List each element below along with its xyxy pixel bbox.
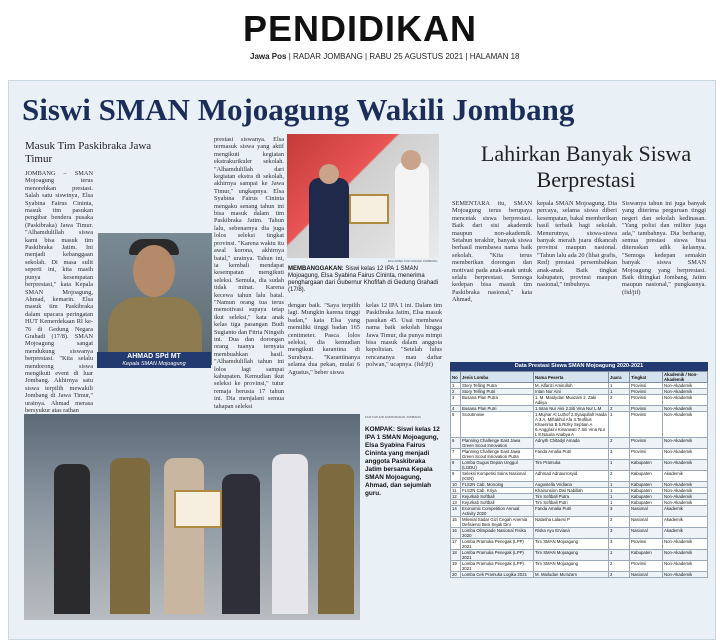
portrait-role: Kepala SMAN Mojoagung: [122, 361, 186, 367]
cell-juara: 3: [609, 506, 630, 517]
cell-peserta: Tim Softball Putra: [534, 494, 609, 500]
table-row: [451, 438, 708, 449]
cell-juara: 2: [609, 572, 630, 578]
cell-kategori: Non-Akademik: [663, 460, 708, 471]
cell-lomba: Busana Plan Putra: [461, 395, 534, 406]
cell-no: 13: [451, 500, 461, 506]
cell-peserta: 1.Mujnar Al Luthof 2.Syaiqullah Haida A 3.A. Miftakhul Afa 4.Teofilus Khaerima B 5.Rizky Septian A 6.Anggraini Kinanwati 7.Siti Vina Nur L 8.Nauria Anabya A: [535, 412, 607, 437]
cell-kategori: Akademik: [663, 528, 708, 539]
cell-juara: 2: [609, 517, 630, 528]
cell-no: 10: [451, 482, 461, 488]
portrait-face: [133, 245, 175, 297]
photo-certificate: [349, 194, 389, 224]
cell-no: 8: [451, 460, 461, 471]
cell-lomba: Scoutmovie: [461, 412, 534, 438]
cell-tingkat: Nasional: [630, 506, 663, 517]
cell-kategori: Non-Akademik: [663, 383, 708, 389]
cell-kategori: Non-Akademik: [663, 488, 708, 494]
sidebar-column-3: Siswanya tahun ini juga banyak yang diterima perguruan tinggi negeri dan sekolah kedinasan. "Yang polisi dan militer juga ada," tambahnya. Dia berharap, semua prestasi siswa bisa diteruskan adik kelasnya. "Semoga kedepan semakin banyak siswa SMAN Mojoagung yang berprestasi. Baik ditingkat Jombang, Jatim maupun nasional," pungkasnya. (fid/jif): [622, 200, 706, 296]
cell-juara: 1: [609, 550, 630, 561]
cell-kategori: Akademik: [663, 517, 708, 528]
cell-kategori: Non-Akademik: [663, 406, 708, 412]
photo-person-4: [222, 474, 260, 614]
cell-lomba: Lomba Pramuka Penegak (LPP) 2021: [461, 539, 534, 550]
edition-name: RADAR JOMBANG: [293, 52, 363, 61]
cell-tingkat: Provinsi: [630, 561, 663, 572]
edition-date: RABU 25 AGUSTUS 2021: [369, 52, 464, 61]
award-photo-caption: MEMBANGGAKAN: Siswi kelas 12 IPA 1 SMAN Mojoagung, Elsa Syabina Fairus Cininta, menerima penghargaan dari Gubernur Khofifah di Gedung Grahadi (17/8).: [288, 266, 439, 293]
cell-lomba: Seleksi Kompetisi Sains Nasional (KSN): [461, 471, 534, 482]
article-column-2: prestasi siswanya. Elsa termasuk siswa yang aktif mengikuti kegiatan ekstrakurikuler sekolah. "Alhamdulillah dari kegiatan ekstra di sekolah, akhirnya sampai ke Jawa Timur," ungkapnya. Elsa Syabina Fairus Cininta mengaku senang tahun ini bisa masuk dalam tim Paskibraka Jatim. Tahun lalu, sebenarnya dia juga lolos seleksi tingkat provinsi. "Karena waktu itu awal korona, akhirnya batal," urainya. Tahun ini, ia kembali mendapat kesempatan mengikuti seleksi. Semula, dia sudah tidak minat. Karena kecewa tahun lalu batal. "Namun orang tua terus memotivasi supaya tetap ikut seleksi," kata anak kelas tiga pasangan Budi Sugianto dan Fitria Ningsih ini. Dua dan dorongan orang tuanya ternyata membuahkan hasil. "Alhamdulillah tahun ini lolos lagi sampai kabupaten. Kemudian ikut seleksi ke provinsi," tutur remaja berusia 17 tahun ini. Dia menjalani semua tahapan seleksi: [214, 136, 284, 410]
cell-lomba: Lomba Cek Pramuka Logika 2021: [461, 572, 534, 578]
cell-juara: 3: [609, 539, 630, 550]
col-header-no: No: [451, 372, 461, 383]
cell-kategori: Non-Akademik: [663, 572, 708, 578]
cell-lomba: Economic Competition Annual Activity 2020: [461, 506, 534, 517]
photo-person-5: [272, 454, 308, 614]
cell-tingkat: Provinsi: [630, 383, 663, 389]
cell-kategori: Akademik: [663, 506, 708, 517]
cell-no: 15: [451, 517, 461, 528]
cell-tingkat: Nasional: [630, 528, 663, 539]
table-row: [451, 449, 708, 460]
cell-peserta: 1. M. Maulydan Muazam 2. Zaki Adiiya: [534, 395, 609, 406]
cell-no: 18: [451, 550, 461, 561]
cell-lomba: Busana Plan Putri: [461, 406, 534, 412]
cell-tingkat: Provinsi: [630, 395, 663, 406]
photo-head-student: [401, 150, 421, 170]
cell-juara: 2: [609, 471, 630, 482]
cell-kategori: Akademik: [663, 471, 708, 482]
cell-peserta: Riska Ayu Erviana: [534, 528, 609, 539]
cell-tingkat: Nasional: [630, 572, 663, 578]
portrait-caption: [97, 352, 211, 368]
cell-juara: 2: [609, 561, 630, 572]
col-header-lomba: Jenis Lomba: [461, 372, 534, 383]
table-row: [451, 488, 708, 494]
section-title: PENDIDIKAN: [242, 8, 477, 49]
cell-juara: 1: [609, 460, 630, 471]
cell-no: 6: [451, 438, 461, 449]
cell-kategori: Non-Akademik: [663, 482, 708, 488]
cell-juara: 1: [609, 500, 630, 506]
cell-peserta: Adhmad Adnaurrosyid: [534, 471, 609, 482]
cell-kategori: Non-Akademik: [663, 389, 708, 395]
table-row: [451, 572, 708, 578]
paper-name: Jawa Pos: [250, 52, 287, 61]
cell-peserta: Tim Pramuka: [534, 460, 609, 471]
cell-lomba: Lomba Olimpiade Nasional Fisika 2020: [461, 528, 534, 539]
cell-no: 12: [451, 494, 461, 500]
sidebar-headline: Lahirkan Banyak Siswa Berprestasi: [480, 141, 692, 192]
cell-no: 9: [451, 471, 461, 482]
cell-kategori: Non-Akademik: [663, 500, 708, 506]
col-header-juara: Juara: [609, 372, 630, 383]
cell-peserta: Fanda Amalia Putri: [534, 449, 609, 460]
cell-lomba: Lomba Pramuka Penegak (LPP) 2021: [461, 561, 534, 572]
photo-figure-governor: [309, 178, 349, 258]
achievement-table-title: Data Prestasi Siswa SMAN Mojoagung 2020-2021: [450, 362, 708, 371]
cell-no: 2: [451, 389, 461, 395]
photo-person-1: [54, 464, 90, 614]
cell-lomba: Lomba Pramuka Penegak (LPP) 2021: [461, 550, 534, 561]
cell-peserta: M. Mailudan Mu'azam: [534, 572, 609, 578]
table-row: [451, 506, 708, 517]
cell-tingkat: Provinsi: [630, 412, 663, 438]
cell-lomba: Planning Challenge East Jawa Green Scout Innovation Putra: [461, 449, 534, 460]
cell-lomba: Lomba Gugus Depan Unggul (LGDU): [461, 460, 534, 471]
table-header-row: [451, 372, 708, 383]
sidebar-column-2: kepala SMAN Mojoagung. Dia percaya, selama siswa diberi kesempatan, bakal memberikan hasil terbaik bagi sekolah. Menurutnya, siswa-siswa banyak meraih juara dikancah provinsi maupun nasional. "Tahun lalu ada 20 (lihat grafis, Red) prestasi persembahkan anak-anak. Baik tingkat kabupaten, provinsi maupun nasional," imbuhnya.: [537, 200, 617, 289]
cell-kategori: Non-Akademik: [663, 561, 708, 572]
table-row: [451, 550, 708, 561]
table-row: [451, 406, 708, 412]
cell-tingkat: Kabupaten: [630, 494, 663, 500]
cell-peserta: Tim SMAN Mojoagung: [534, 550, 609, 561]
portrait-name: AHMAD SPd MT: [127, 353, 181, 360]
table-row: [451, 561, 708, 572]
group-photo: [24, 414, 360, 620]
cell-juara: 3: [609, 449, 630, 460]
cell-kategori: Non-Akademik: [663, 550, 708, 561]
cell-kategori: Non-Akademik: [663, 438, 708, 449]
cell-peserta: Tim SMAN Mojoagung: [534, 539, 609, 550]
cell-peserta: Tim SMAN Mojoagung: [534, 561, 609, 572]
cell-no: 7: [451, 449, 461, 460]
article-headline: Siswi SMAN Mojoagung Wakili Jombang: [22, 92, 575, 127]
cell-peserta: Adnyth Chitadyl Amada: [534, 438, 609, 449]
group-photo-credit: FAIZ FATHUR ANDRI/RADAR JOMBANG: [365, 415, 421, 419]
cell-lomba: FLS2N Cab. Monolog: [461, 482, 534, 488]
cell-kategori: Non-Akademik: [663, 494, 708, 500]
cell-no: 16: [451, 528, 461, 539]
table-row: [451, 528, 708, 539]
cell-no: 14: [451, 506, 461, 517]
photo-head-governor: [319, 164, 339, 184]
cell-lomba: Story Telling Putri: [461, 389, 534, 395]
cell-no: 3: [451, 395, 461, 406]
col-header-tingkat: Tingkat: [630, 372, 663, 383]
table-row: [451, 412, 708, 438]
cell-tingkat: Kabupaten: [630, 482, 663, 488]
cell-juara: 1: [609, 383, 630, 389]
cell-peserta: Augustella Vridiana: [534, 482, 609, 488]
cell-juara: 1: [609, 389, 630, 395]
article-kicker: Masuk Tim Paskibraka Jawa Timur: [25, 140, 152, 165]
table-row: [451, 539, 708, 550]
portrait-photo: [97, 232, 213, 366]
cell-juara: 1: [609, 412, 630, 438]
cell-juara: 1: [609, 482, 630, 488]
table-row: [451, 471, 708, 482]
cell-tingkat: Kabupaten: [630, 471, 663, 482]
cell-no: 20: [451, 572, 461, 578]
col-header-kategori: Akademik / Non-Akademik: [663, 372, 708, 383]
sidebar-column-1: SEMENTARA itu, SMAN Mojoagung terus berupaya mencetak siswa berprestasi. Baik dari sisi akademik maupun non-akademik. Setahun terakhir, banyak siswa berhasil membawa nama baik sekolah. "Kita terus memberikan dorongan dan motivasi pada anak-anak untuk selalu berprestasi. Semoga kedepan bisa masuk tim Paskibraka nasional," kata Ahmad,: [452, 200, 532, 304]
cell-juara: 1: [609, 488, 630, 494]
cell-tingkat: Provinsi: [630, 406, 663, 412]
article-column-3: dengan baik. "Saya terpilih lagi. Mungkin karena tinggi badan," kata Elsa yang memiliki tinggi badan 165 centimeter. Pasca lolos seleksi, dia kemudian mengikuti karantina di Surabaya. "Karantinanya selama dua pekan, mulai 6 Agustus," beber siswa: [288, 302, 360, 376]
cell-lomba: Milenial Sadar Gizi Cegah Anemia Defisiensi Besi Sejak Dini: [461, 517, 534, 528]
table-row: [451, 517, 708, 528]
cell-tingkat: Provinsi: [630, 389, 663, 395]
cell-lomba: FLS2N Cab. Kriya: [461, 488, 534, 494]
cell-peserta: Fanda Amalia Putri: [534, 506, 609, 517]
cell-peserta: 1.Intan Nur Aini 2.Siti Vina Nur L.M: [534, 406, 609, 412]
cell-juara: 2: [609, 406, 630, 412]
edition-line: Jawa Pos | RADAR JOMBANG | RABU 25 AGUSTUS 2021 | HALAMAN 18: [250, 52, 520, 61]
cell-juara: 2: [609, 438, 630, 449]
photo-plaque: [174, 490, 222, 528]
cell-lomba: Story Telling Putra: [461, 383, 534, 389]
group-photo-caption: KOMPAK: Siswi kelas 12 IPA 1 SMAN Mojoagung, Elsa Syabina Fairus Cininta yang menjadi anggota Paskibraka Jatim bersama Kepala SMAN Mojoagung, Ahmad, dan sejumlah guru.: [365, 426, 440, 497]
cell-tingkat: Kabupaten: [630, 550, 663, 561]
cell-tingkat: Kabupaten: [630, 488, 663, 494]
cell-lomba: Kejurkab Softball: [461, 494, 534, 500]
article-column-1: JOMBANG – SMAN Mojoagung terus menorehkan prestasi. Salah satu siswinya, Elsa Syabina Fairus Cininta, masuk tim pasukan pengibar bendera pusaka (Paskibraka) Jawa Timur. "Alhamdulillah siswa kami bisa masuk tim Paskibraka Jatim. Ini menjadi kebanggaan sekolah. Di masa sulit seperti ini, kita masih punya kesempatan berprestasi," kata Kepala SMAN Mojoagung, Ahmad, kemarin. Elsa masuk tim Paskibraka dalam upacara peringatan HUT Kemerdekaan RI ke-76 di Gedung Negara Grahadi (17/8). SMAN Mojoagung sangat mendukung siswanya berprestasi. "Kita selalu mendorong siswa mengikuti event di luar Jombang. Akhirnya satu siswa terpilih mewakili Jombang di Jawa Timur," urainya. Ahmad merasa bersyukur atas raihan: [25, 170, 93, 414]
cell-kategori: Non-Akademik: [663, 449, 708, 460]
photo-person-3: [164, 458, 204, 614]
table-body: [451, 383, 708, 578]
col-header-peserta: Nama Peserta: [534, 372, 609, 383]
cell-peserta: Khairunsinn Dwi Nabillah: [534, 488, 609, 494]
cell-tingkat: Provinsi: [630, 438, 663, 449]
table-row: [451, 460, 708, 471]
award-photo-credit: EKA ARIEF FOR RADAR JOMBANG: [388, 259, 438, 263]
cell-tingkat: Kabupaten: [630, 500, 663, 506]
page-number: HALAMAN 18: [469, 52, 520, 61]
cell-peserta: Intan Nur Aini: [534, 389, 609, 395]
cell-no: 4: [451, 406, 461, 412]
masthead: [0, 0, 720, 80]
table-row: [451, 395, 708, 406]
cell-juara: 3: [609, 528, 630, 539]
cell-peserta: M. Alfarizi Amirulloh: [534, 383, 609, 389]
achievement-table: [450, 371, 708, 578]
cell-juara: 1: [609, 494, 630, 500]
cell-tingkat: Nasional: [630, 517, 663, 528]
cell-lomba: Kejurkab Softball: [461, 500, 534, 506]
award-photo: [287, 134, 439, 258]
cell-no: 11: [451, 488, 461, 494]
cell-peserta: Tim Softball Putri: [534, 500, 609, 506]
cell-no: 17: [451, 539, 461, 550]
cell-no: 1: [451, 383, 461, 389]
cell-tingkat: Provinsi: [630, 449, 663, 460]
article-column-4: kelas 12 IPA 1 ini. Dalam tim Paskibraka Jatim, Elsa masuk pasukan 45. Usai membawa nama baik sekolah hingga Jawa Timur, dia punya mimpi bisa masuk dalam anggota kepolisian. "Setelah lulus rencananya mau daftar polwan," ucapnya. (fid/jif): [366, 302, 442, 369]
cell-tingkat: Kabupaten: [630, 460, 663, 471]
photo-person-6: [318, 464, 354, 614]
cell-no: 19: [451, 561, 461, 572]
cell-no: 5: [451, 412, 461, 438]
cell-kategori: Non-Akademik: [663, 412, 708, 438]
photo-figure-student: [395, 162, 429, 258]
cell-lomba: Planning Challenge East Jawa Green Scout Innovation: [461, 438, 534, 449]
cell-kategori: Non-Akademik: [663, 395, 708, 406]
cell-kategori: Non-Akademik: [663, 539, 708, 550]
photo-person-2: [110, 458, 150, 614]
cell-juara: 2: [609, 395, 630, 406]
cell-peserta: Natasha Lalaesi P: [534, 517, 609, 528]
cell-tingkat: Provinsi: [630, 539, 663, 550]
